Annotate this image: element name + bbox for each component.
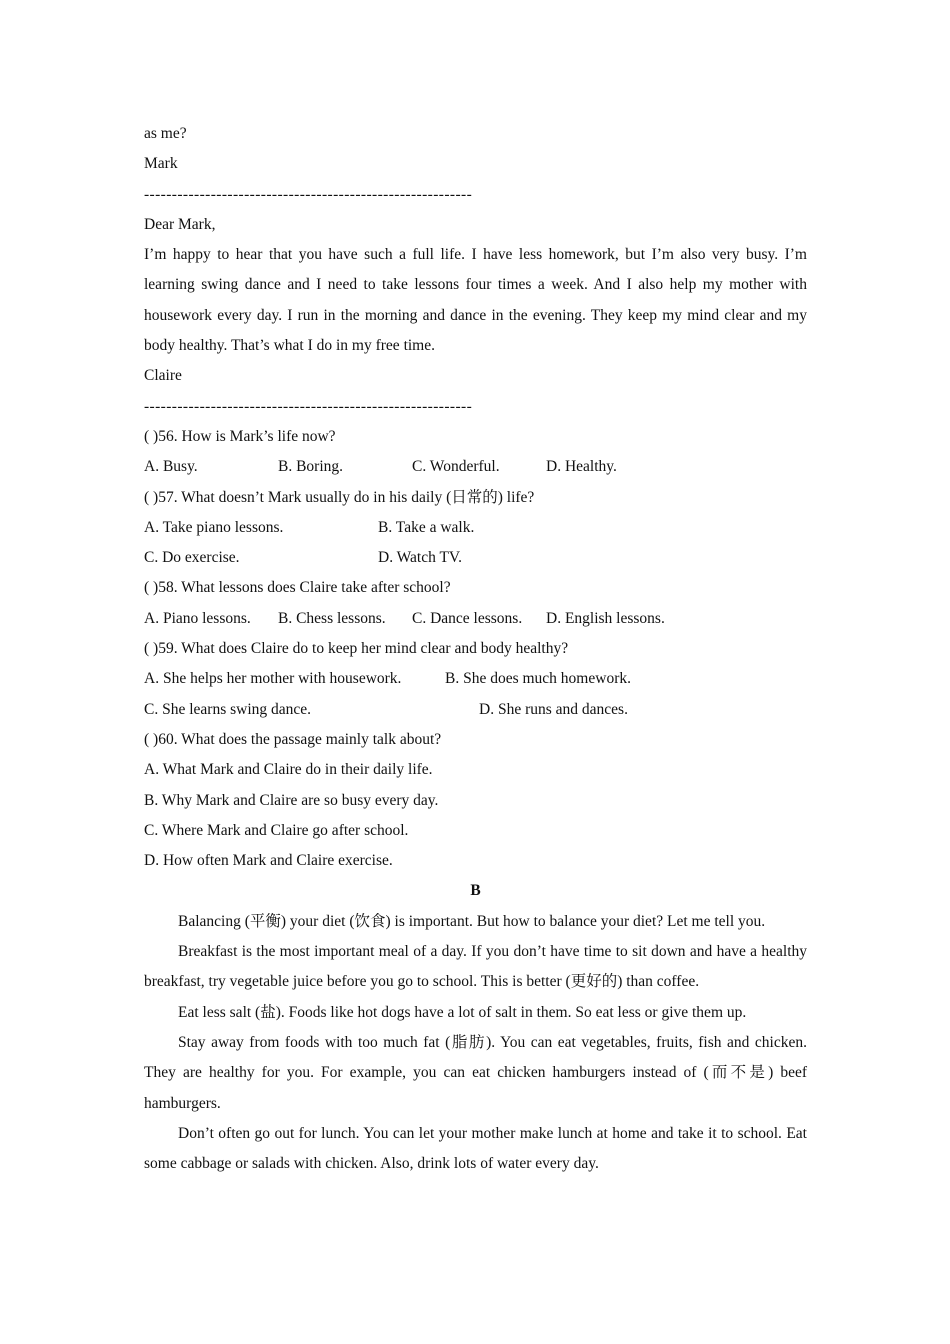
option-b: B. Why Mark and Claire are so busy every day. [144,791,439,809]
section-b-paragraph-4: Stay away from foods with too much fat (脂肪). You can eat vegetables, fruits, fish and chicken. They are healthy for you. For example, you can eat chicken hamburgers instead of (而不是) beef hamburgers. [144,1033,807,1112]
question-59-options-row2 [144,695,807,725]
letter1-tail: as me? [144,125,187,142]
question-60-stem: ( )60. What does the passage mainly talk about? [144,730,442,748]
option-a: A. Busy. [144,458,198,476]
section-b-paragraph-3: Eat less salt (盐). Foods like hot dogs have a lot of salt in them. So eat less or give them up. [178,1003,747,1021]
separator-1: ----------------------------------------------------------- [144,185,473,203]
section-b-paragraph-5: Don’t often go out for lunch. You can let your mother make lunch at home and take it to school. Eat some cabbage or salads with chicken. Also, drink lots of water every day. [144,1124,807,1173]
option-d: D. Watch TV. [378,549,463,567]
option-a: A. What Mark and Claire do in their daily life. [144,761,433,779]
option-b: B. She does much homework. [445,670,631,688]
option-c: C. Do exercise. [144,549,240,567]
option-a: A. She helps her mother with housework. [144,670,402,688]
option-b: B. Boring. [278,458,344,476]
separator-2: ----------------------------------------------------------- [144,397,473,415]
option-c: C. Dance lessons. [412,609,523,627]
section-b-heading: B [470,882,481,900]
option-a: A. Piano lessons. [144,609,251,627]
option-c: C. She learns swing dance. [144,700,312,718]
option-d: D. She runs and dances. [479,700,628,718]
option-d: D. Healthy. [546,458,617,476]
option-c: C. Wonderful. [412,458,500,476]
question-57-options-row2 [144,543,807,573]
question-58-options [144,604,807,634]
option-d: D. How often Mark and Claire exercise. [144,852,393,870]
letter2-body: I’m happy to hear that you have such a full life. I have less homework, but I’m also very busy. I’m learning swing dance and I need to take lessons four times a week. And I also help my mother with housework every day. I run in the morning and dance in the evening. They keep my mind clear and my body healthy. That’s what I do in my free time. [144,246,807,355]
option-b: B. Chess lessons. [278,609,386,627]
letter2-signature: Claire [144,367,182,385]
option-c: C. Where Mark and Claire go after school. [144,821,409,839]
question-57-stem: ( )57. What doesn’t Mark usually do in his daily (日常的) life? [144,488,535,506]
section-b-paragraph-1: Balancing (平衡) your diet (饮食) is important. But how to balance your diet? Let me tell you. [178,912,766,930]
question-56-stem: ( )56. How is Mark’s life now? [144,427,336,445]
letter2-greeting: Dear Mark, [144,215,216,233]
option-b: B. Take a walk. [378,518,475,536]
question-57-options-row1 [144,513,807,543]
option-d: D. English lessons. [546,609,665,627]
question-58-stem: ( )58. What lessons does Claire take after school? [144,579,451,597]
question-59-stem: ( )59. What does Claire do to keep her mind clear and body healthy? [144,640,569,658]
question-59-options-row1 [144,664,807,694]
question-56-options [144,452,807,482]
option-a: A. Take piano lessons. [144,518,284,536]
letter1-signature: Mark [144,155,178,173]
document-page [144,119,807,1179]
section-b-paragraph-2: Breakfast is the most important meal of a day. If you don’t have time to sit down and have a healthy breakfast, try vegetable juice before you go to school. This is better (更好的) than coffee. [144,943,807,991]
